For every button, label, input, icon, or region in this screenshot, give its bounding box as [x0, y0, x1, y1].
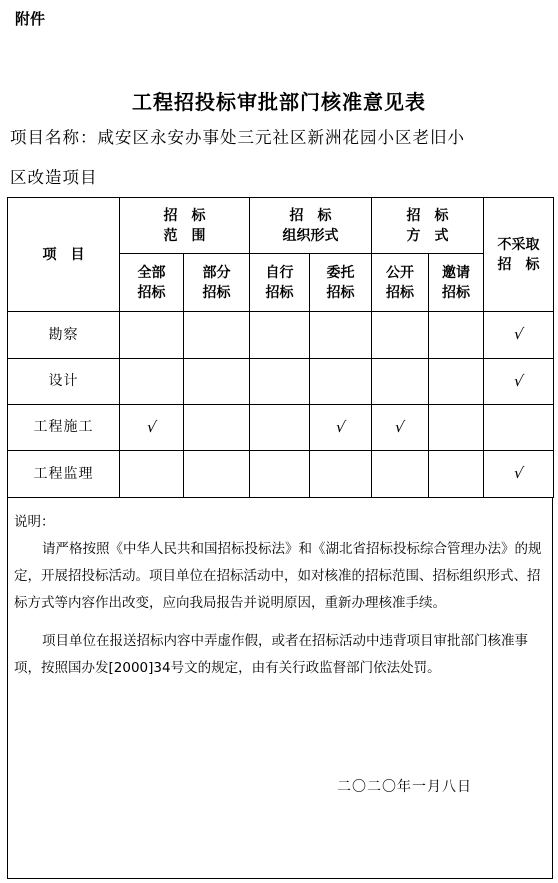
- table-row: [8, 404, 554, 450]
- row-label: 设计: [8, 358, 120, 404]
- sub-entrusted-l1: 委托: [326, 264, 355, 281]
- check-cell: [310, 312, 372, 358]
- notes-paragraph-2: 项目单位在报送招标内容中弄虚作假，或者在招标活动中违背项目审批部门核准事项，按照国办发[2000]34号文的规定，由有关行政监督部门依法处罚。: [14, 633, 528, 676]
- issue-date: 二〇二〇年一月八日: [337, 779, 472, 795]
- check-cell: [429, 450, 484, 497]
- sub-full-l1: 全部: [137, 264, 166, 281]
- sub-entrusted-l2: 招标: [326, 284, 355, 301]
- sub-header-full: [120, 254, 184, 312]
- check-cell: [250, 404, 310, 450]
- check-cell: [250, 312, 310, 358]
- group-header-method: [372, 198, 484, 254]
- sub-partial-l1: 部分: [202, 264, 231, 281]
- group-scope-line2: 范 围: [163, 227, 206, 244]
- sub-self-l2: 招标: [265, 284, 294, 301]
- check-cell: [184, 404, 250, 450]
- sub-partial-l2: 招标: [202, 284, 231, 301]
- check-cell: [184, 450, 250, 497]
- check-cell: [484, 404, 554, 450]
- check-cell: [120, 450, 184, 497]
- table-row: [8, 450, 554, 497]
- no-tender-header: [484, 198, 554, 312]
- sub-open-l2: 招标: [386, 284, 414, 301]
- item-header: 项 目: [8, 198, 120, 312]
- table-row: [8, 358, 554, 404]
- row-label: 工程监理: [8, 450, 120, 497]
- check-cell: [250, 358, 310, 404]
- sub-header-invited: [429, 254, 484, 312]
- check-cell: [429, 358, 484, 404]
- check-cell: [484, 450, 554, 497]
- check-cell: [310, 358, 372, 404]
- group-org-line2: 组织形式: [282, 227, 339, 244]
- sub-full-l2: 招标: [137, 284, 166, 301]
- notes-label: 说明：: [14, 514, 55, 530]
- check-mark-icon: √: [334, 417, 347, 436]
- check-cell: [372, 312, 429, 358]
- row-label: 工程施工: [8, 404, 120, 450]
- sub-header-open: [372, 254, 429, 312]
- no-tender-line1: 不采取: [497, 236, 540, 253]
- sub-invited-l2: 招标: [442, 284, 470, 301]
- project-name-block: [10, 118, 555, 198]
- project-name-line1: 咸安区永安办事处三元社区新洲花园小区老旧小: [97, 128, 465, 147]
- check-cell: [250, 450, 310, 497]
- check-cell: [429, 312, 484, 358]
- check-cell: [120, 358, 184, 404]
- group-header-organization: [250, 198, 372, 254]
- group-method-line2: 方 式: [406, 227, 449, 244]
- attachment-label: 附件: [15, 10, 46, 28]
- check-mark-icon: √: [512, 325, 525, 344]
- check-cell: [372, 450, 429, 497]
- check-cell: [310, 450, 372, 497]
- table-row: [8, 312, 554, 358]
- project-name-line2: 区改造项目: [10, 168, 98, 187]
- check-mark-icon: √: [145, 417, 158, 436]
- notes-paragraph-1: 请严格按照《中华人民共和国招标投标法》和《湖北省招标投标综合管理办法》的规定，开展招投标活动。项目单位在招标活动中，如对核准的招标范围、招标组织形式、招标方式等内容作出改变，应向我局报告并说明原因，重新办理核准手续。: [14, 541, 542, 611]
- project-name-label: 项目名称：: [10, 128, 98, 147]
- sub-invited-l1: 邀请: [442, 264, 470, 281]
- check-cell: [310, 404, 372, 450]
- sub-header-self: [250, 254, 310, 312]
- no-tender-line2: 招 标: [497, 256, 540, 273]
- check-mark-icon: √: [393, 417, 407, 436]
- group-method-line1: 招 标: [406, 207, 449, 224]
- check-cell: [372, 404, 429, 450]
- notes-section: [7, 498, 553, 879]
- check-cell: [429, 404, 484, 450]
- check-mark-icon: √: [512, 464, 525, 483]
- check-cell: [184, 358, 250, 404]
- row-label: 勘察: [8, 312, 120, 358]
- sub-header-entrusted: [310, 254, 372, 312]
- sub-open-l1: 公开: [386, 264, 414, 281]
- check-cell: [484, 358, 554, 404]
- check-cell: [120, 404, 184, 450]
- check-cell: [372, 358, 429, 404]
- check-mark-icon: √: [512, 371, 525, 390]
- group-scope-line1: 招 标: [163, 207, 206, 224]
- check-cell: [484, 312, 554, 358]
- sub-self-l1: 自行: [265, 264, 294, 281]
- check-cell: [184, 312, 250, 358]
- check-cell: [120, 312, 184, 358]
- group-org-line1: 招 标: [289, 207, 332, 224]
- sub-header-partial: [184, 254, 250, 312]
- document-title: 工程招投标审批部门核准意见表: [132, 90, 426, 114]
- approval-table: [7, 197, 554, 498]
- group-header-scope: [120, 198, 250, 254]
